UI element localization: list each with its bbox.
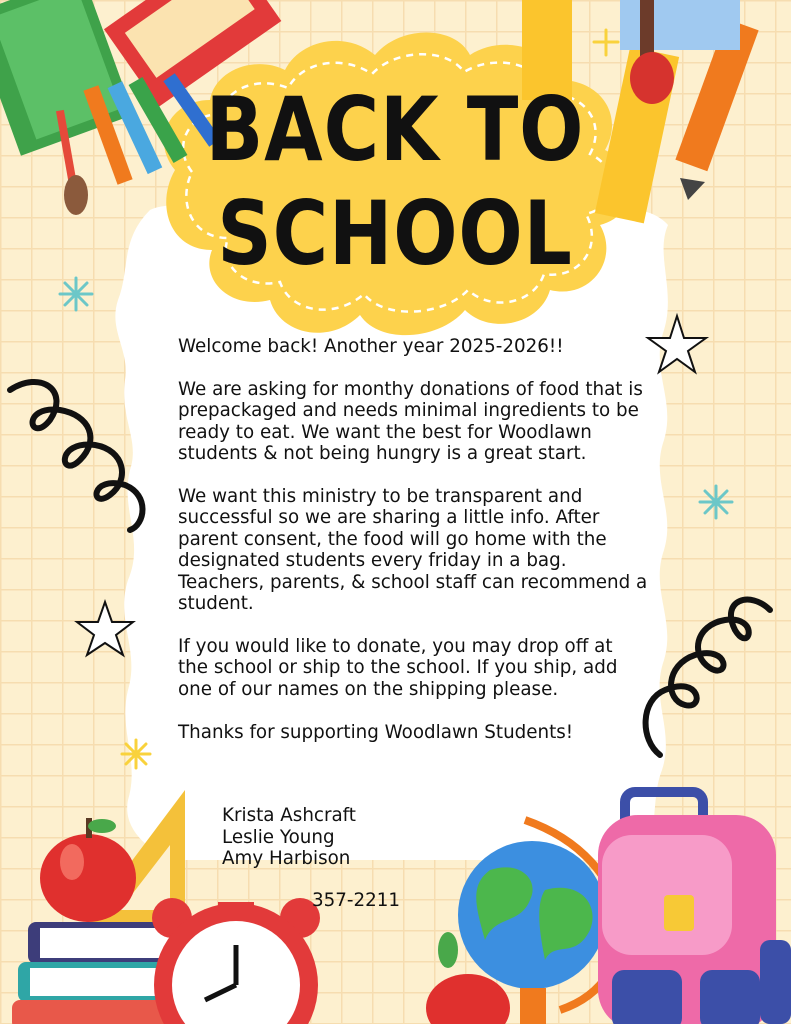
flyer-title — [176, 78, 615, 286]
sparkle-icon — [60, 278, 92, 310]
signer-name: Amy Harbison — [222, 848, 351, 870]
phone-number: 357-2211 — [312, 890, 401, 911]
star-icon — [648, 316, 706, 372]
flyer-body — [178, 336, 648, 765]
sparkle-icon — [594, 30, 618, 55]
apple-icon — [40, 818, 136, 922]
sparkle-icon — [122, 740, 150, 768]
signers-list — [222, 805, 356, 870]
signer-name: Leslie Young — [222, 826, 335, 848]
ministry-info-paragraph: We want this ministry to be transparent and successful so we are sharing a little info. After parent consent, the food will go home with the designated students every friday in a bag. Teachers, parents, & school staff can recommend a student. — [178, 486, 648, 615]
sparkle-icon — [700, 486, 732, 518]
welcome-paragraph: Welcome back! Another year 2025-2026!! — [178, 336, 564, 357]
thanks-paragraph: Thanks for supporting Woodlawn Students! — [178, 721, 574, 743]
squiggle-icon — [10, 382, 143, 530]
star-icon — [77, 602, 133, 655]
squiggle-icon — [646, 600, 770, 755]
title-line-2: SCHOOL — [217, 182, 573, 285]
alarm-clock-icon — [152, 898, 320, 1024]
backpack-icon — [598, 792, 791, 1024]
title-line-1: BACK TO — [205, 78, 585, 181]
donate-instructions-paragraph: If you would like to donate, you may drop off at the school or ship to the school. If you ship, add one of our names on the shipping please. — [178, 635, 618, 700]
donation-request-paragraph: We are asking for monthy donations of food that is prepackaged and needs minimal ingredients to be ready to eat. We want the best for Woodlawn students & not being hungry is a great start. — [178, 378, 643, 465]
signer-name: Krista Ashcraft — [222, 805, 356, 826]
